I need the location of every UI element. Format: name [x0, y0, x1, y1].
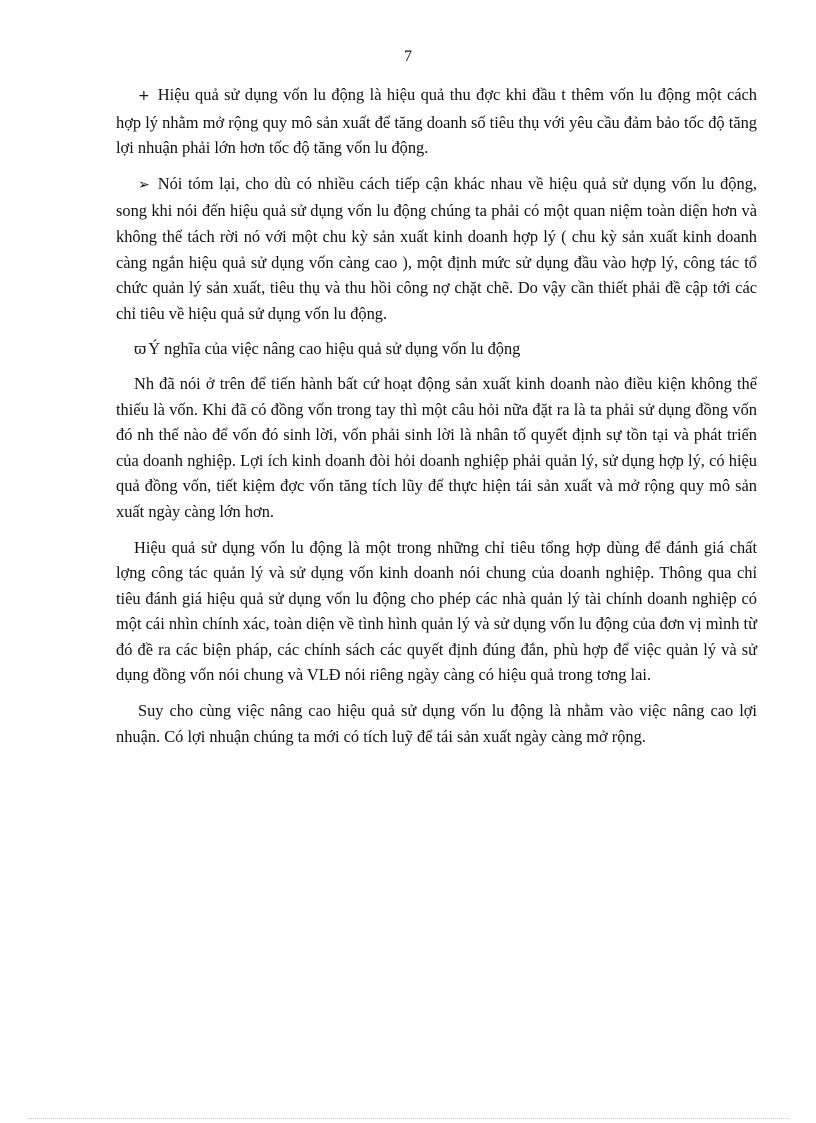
pi-bullet-icon: ϖ: [134, 340, 147, 359]
document-body: [116, 82, 757, 759]
paragraph-text: Suy cho cùng việc nâng cao hiệu quả sử dụng vốn lu động là nhằm vào việc nâng cao lợi nhuận. Có lợi nhuận chúng ta mới có tích luỹ để tái sản xuất ngày càng mở rộng.: [116, 701, 757, 746]
page-number: 7: [404, 48, 412, 65]
paragraph-efficiency-indicator: [116, 535, 757, 689]
paragraph-text: Nói tóm lại, cho dù có nhiều cách tiếp cận khác nhau về hiệu quả sử dụng vốn lu động, song khi nói đến hiệu quả sử dụng vốn lu động chúng ta phải có một quan niệm toàn diện hơn và không thể tách rời nó với một chu kỳ sản xuất kinh doanh hợp lý ( chu kỳ sản xuất kinh doanh càng ngắn hiệu quả sử dụng vốn càng cao ), một định mức sử dụng đầu vào hợp lý, công tác tổ chức quản lý sản xuất, tiêu thụ và thu hồi công nợ chặt chẽ. Do vậy cần thiết phải đề cập tới các chỉ tiêu về hiệu quả sử dụng vốn lu động.: [116, 173, 757, 323]
paragraph-text: Hiệu quả sử dụng vốn lu động là một trong những chỉ tiêu tổng hợp dùng để đánh giá chất lợng công tác quản lý và sử dụng vốn kinh doanh nói chung của doanh nghiệp. Thông qua chỉ tiêu đánh giá hiệu quả sử dụng vốn lu động cho phép các nhà quản lý tài chính doanh nghiệp có một cái nhìn chính xác, toàn diện về tình hình quản lý và sử dụng vốn lu động của đơn vị mình từ đó đề ra các biện pháp, các chính sách các quyết định đúng đắn, phù hợp để việc quản lý và sử dụng đồng vốn nói chung và VLĐ nói riêng ngày càng có hiệu quả trong tơng lai.: [116, 537, 757, 685]
paragraph-conclusion: [116, 698, 757, 749]
arrow-bullet-icon: ➢: [138, 176, 150, 193]
plus-bullet-icon: +: [138, 88, 150, 104]
paragraph-summary: [116, 171, 757, 327]
page-bottom-divider: [28, 1118, 788, 1119]
paragraph-text: Hiệu quả sử dụng vốn lu động là hiệu quả thu đợc khi đầu t thêm vốn lu động một cách hợp lý nhằm mở rộng quy mô sản xuất để tăng doanh số tiêu thụ với yêu cầu đảm bảo tốc độ tăng lợi nhuận phải lớn hơn tốc độ tăng vốn lu động.: [116, 85, 757, 158]
paragraph-text: Nh đã nói ở trên để tiến hành bất cứ hoạt động sản xuất kinh doanh nào điều kiện không thể thiếu là vốn. Khi đã có đồng vốn trong tay thì một câu hỏi nữa đặt ra là ta phải sử dụng đồng vốn đó nh thế nào để vốn đó sinh lời, vốn phải sinh lời là nhân tố quyết định sự tồn tại và phát triển của doanh nghiệp. Lợi ích kinh doanh đòi hỏi doanh nghiệp phải quản lý, sử dụng hợp lý, có hiệu quả đồng vốn, tiết kiệm đợc vốn tăng tích lũy để thực hiện tái sản xuất và mở rộng quy mô sản xuất ngày càng lớn hơn.: [116, 373, 757, 521]
section-heading-text: Ý nghĩa của việc nâng cao hiệu quả sử dụng vốn lu động: [148, 339, 521, 359]
paragraph-capital-importance: [116, 371, 757, 525]
paragraph-efficiency-definition: [116, 82, 757, 161]
section-heading: [134, 336, 757, 363]
